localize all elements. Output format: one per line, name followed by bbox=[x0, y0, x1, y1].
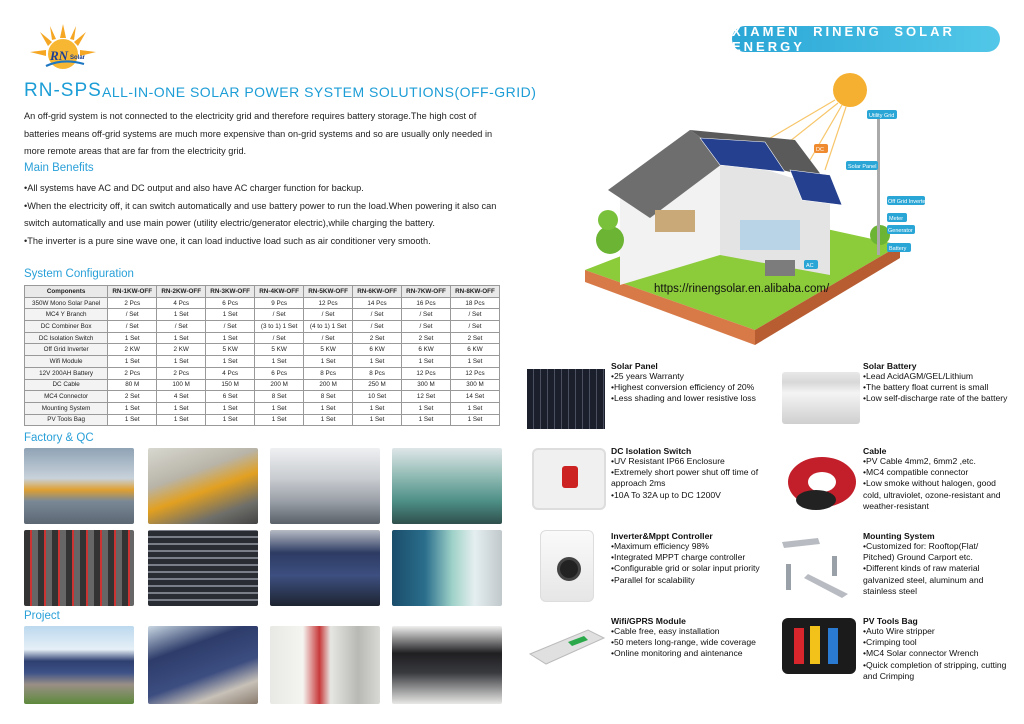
table-cell: 8 Set bbox=[304, 391, 353, 403]
table-cell: 4 Set bbox=[157, 391, 206, 403]
product-feature: • UV Resistant IP66 Enclosure bbox=[611, 456, 761, 467]
table-cell: 2 Set bbox=[353, 332, 402, 344]
table-cell: 1 Set bbox=[206, 414, 255, 426]
table-cell: (4 to 1) 1 Set bbox=[304, 321, 353, 333]
project-photo bbox=[270, 626, 380, 704]
website-url[interactable]: https://rinengsolar.en.alibaba.com/ bbox=[654, 283, 830, 295]
factory-photo bbox=[148, 448, 258, 524]
benefit-item: •The inverter is a pure sine wave one, it can load inductive load such as air conditioner very smooth. bbox=[24, 235, 431, 246]
table-cell: 1 Set bbox=[206, 402, 255, 414]
logo-subtext: Solar bbox=[70, 55, 86, 61]
product-title: Solar Panel bbox=[611, 361, 658, 371]
config-table bbox=[24, 285, 500, 426]
label-utility-grid: Utility Grid bbox=[869, 113, 895, 119]
table-cell: 80 M bbox=[108, 379, 157, 391]
table-cell: / Set bbox=[255, 332, 304, 344]
table-cell: 2 KW bbox=[108, 344, 157, 356]
table-cell: 5 KW bbox=[255, 344, 304, 356]
product-wifi-module bbox=[611, 616, 771, 660]
product-feature: • 50 meters long-range, wide coverage bbox=[611, 637, 771, 648]
table-row bbox=[25, 414, 500, 426]
table-cell: / Set bbox=[451, 309, 500, 321]
factory-photo bbox=[270, 448, 380, 524]
product-solar-battery bbox=[863, 361, 1008, 405]
product-feature: • Lead AcidAGM/GEL/Lithium bbox=[863, 371, 1008, 382]
table-cell: 350W Mono Solar Panel bbox=[25, 297, 108, 309]
dc-switch-image bbox=[532, 448, 606, 510]
label-generator: Generator bbox=[888, 228, 913, 234]
product-title: Wifi/GPRS Module bbox=[611, 616, 686, 626]
tools-bag-image bbox=[780, 612, 858, 676]
table-header-cell: RN-7KW-OFF bbox=[402, 286, 451, 298]
table-cell: 2 Pcs bbox=[108, 297, 157, 309]
table-cell: 6 Pcs bbox=[206, 297, 255, 309]
project-heading: Project bbox=[24, 610, 60, 622]
table-cell: 1 Set bbox=[353, 414, 402, 426]
product-feature: • MC4 compatible connector bbox=[863, 467, 1008, 478]
table-cell: 14 Set bbox=[451, 391, 500, 403]
table-row bbox=[25, 309, 500, 321]
product-pv-tools-bag bbox=[863, 616, 1008, 682]
table-header-cell: Components bbox=[25, 286, 108, 298]
table-row bbox=[25, 367, 500, 379]
product-code: RN-SPS bbox=[24, 80, 102, 101]
table-cell: 12V 200AH Battery bbox=[25, 367, 108, 379]
product-feature: • The battery float current is small bbox=[863, 382, 1008, 393]
table-cell: MC4 Connector bbox=[25, 391, 108, 403]
table-cell: 1 Set bbox=[255, 402, 304, 414]
table-cell: 2 Pcs bbox=[108, 367, 157, 379]
table-cell: / Set bbox=[402, 309, 451, 321]
benefits-heading: Main Benefits bbox=[24, 162, 94, 174]
product-feature: • Quick completion of stripping, cutting and Crimping bbox=[863, 660, 1008, 682]
table-cell: 1 Set bbox=[108, 414, 157, 426]
off-grid-system-diagram bbox=[580, 70, 925, 355]
table-cell: 1 Set bbox=[451, 402, 500, 414]
table-header-cell: RN-8KW-OFF bbox=[451, 286, 500, 298]
table-cell: 2 Set bbox=[108, 391, 157, 403]
table-cell: 250 M bbox=[353, 379, 402, 391]
table-cell: / Set bbox=[157, 321, 206, 333]
table-cell: 1 Set bbox=[108, 332, 157, 344]
table-row bbox=[25, 332, 500, 344]
table-cell: DC Isolation Switch bbox=[25, 332, 108, 344]
table-cell: 300 M bbox=[402, 379, 451, 391]
table-cell: 1 Set bbox=[255, 356, 304, 368]
cable-image bbox=[782, 452, 860, 512]
table-cell: 8 Pcs bbox=[304, 367, 353, 379]
product-cable bbox=[863, 446, 1008, 512]
table-row bbox=[25, 344, 500, 356]
table-cell: 2 Set bbox=[451, 332, 500, 344]
product-title: Inverter&Mppt Controller bbox=[611, 531, 713, 541]
table-cell: / Set bbox=[402, 321, 451, 333]
table-cell: 16 Pcs bbox=[402, 297, 451, 309]
mounting-system-image bbox=[778, 534, 856, 606]
table-cell: 1 Set bbox=[206, 332, 255, 344]
table-row bbox=[25, 379, 500, 391]
table-cell: 1 Set bbox=[108, 356, 157, 368]
product-title: Solar Battery bbox=[863, 361, 917, 371]
product-feature: • Less shading and lower resistive loss bbox=[611, 393, 761, 404]
table-cell: (3 to 1) 1 Set bbox=[255, 321, 304, 333]
table-cell: / Set bbox=[353, 321, 402, 333]
factory-photo bbox=[24, 448, 134, 524]
product-feature: • MC4 Solar connector Wrench bbox=[863, 648, 1008, 659]
table-header-cell: RN-3KW-OFF bbox=[206, 286, 255, 298]
intro-paragraph: An off-grid system is not connected to the electricity grid and therefore requires battery storage.The high cost of batteries means off-grid systems are much more expensive than on-grid systems and so are usually only needed in more remote areas that are far from the electricity grid. bbox=[24, 111, 493, 156]
table-header-cell: RN-4KW-OFF bbox=[255, 286, 304, 298]
label-off-grid-inverter: Off Grid Inverter bbox=[888, 199, 925, 205]
table-cell: 1 Set bbox=[157, 402, 206, 414]
table-cell: 1 Set bbox=[157, 414, 206, 426]
product-mounting-system bbox=[863, 531, 1008, 597]
table-cell: 1 Set bbox=[255, 414, 304, 426]
wifi-module-image bbox=[528, 612, 606, 672]
table-cell: 1 Set bbox=[353, 402, 402, 414]
benefit-item: •When the electricity off, it can switch automatically and use battery power to run the load.When powering it also can switch automatically and use main power (utility electric/generator electric),while charging the battery. bbox=[24, 200, 497, 228]
table-cell: 8 Set bbox=[255, 391, 304, 403]
table-cell: 1 Set bbox=[304, 402, 353, 414]
factory-photo bbox=[24, 530, 134, 606]
product-feature: • Low smoke without halogen, good cold, ultraviolet, ozone-resistant and weather-resistant bbox=[863, 478, 1008, 512]
factory-photo bbox=[392, 448, 502, 524]
table-cell: 6 KW bbox=[402, 344, 451, 356]
battery-image bbox=[782, 372, 860, 424]
table-row bbox=[25, 402, 500, 414]
table-cell: 6 Pcs bbox=[255, 367, 304, 379]
table-cell: 12 Pcs bbox=[304, 297, 353, 309]
product-feature: • Highest conversion efficiency of 20% bbox=[611, 382, 761, 393]
table-cell: DC Cable bbox=[25, 379, 108, 391]
table-cell: 2 Set bbox=[402, 332, 451, 344]
table-cell: 10 Set bbox=[353, 391, 402, 403]
product-feature: • 10A To 32A up to DC 1200V bbox=[611, 490, 761, 501]
table-header-row bbox=[25, 286, 500, 298]
table-cell: / Set bbox=[304, 332, 353, 344]
label-meter: Meter bbox=[889, 216, 904, 222]
table-cell: 1 Set bbox=[206, 356, 255, 368]
label-solar-panel: Solar Panel bbox=[848, 164, 877, 170]
product-feature: • Crimping tool bbox=[863, 637, 1008, 648]
table-cell: PV Tools Bag bbox=[25, 414, 108, 426]
table-cell: 5 KW bbox=[304, 344, 353, 356]
table-cell: MC4 Y Branch bbox=[25, 309, 108, 321]
product-title: PV Tools Bag bbox=[863, 616, 918, 626]
table-cell: 1 Set bbox=[402, 414, 451, 426]
product-feature: • Extremely short power shut off time of approach 2ms bbox=[611, 467, 761, 489]
project-photo bbox=[148, 626, 258, 704]
table-cell: 1 Set bbox=[304, 356, 353, 368]
table-cell: 6 KW bbox=[451, 344, 500, 356]
product-title: Cable bbox=[863, 446, 887, 456]
config-heading: System Configuration bbox=[24, 268, 134, 280]
benefit-item: •All systems have AC and DC output and also have AC charger function for backup. bbox=[24, 183, 364, 193]
label-battery: Battery bbox=[889, 246, 907, 252]
company-banner: XIAMEN RINENG SOLAR ENERGY bbox=[732, 26, 1000, 52]
table-cell: Mounting System bbox=[25, 402, 108, 414]
table-cell: 1 Set bbox=[108, 402, 157, 414]
product-feature: • PV Cable 4mm2, 6mm2 ,etc. bbox=[863, 456, 1008, 467]
table-row bbox=[25, 321, 500, 333]
product-feature: • Cable free, easy installation bbox=[611, 626, 771, 637]
product-title: DC Isolation Switch bbox=[611, 446, 692, 456]
table-cell: 1 Set bbox=[402, 402, 451, 414]
table-cell: 1 Set bbox=[451, 356, 500, 368]
product-title: Mounting System bbox=[863, 531, 935, 541]
product-feature: • Configurable grid or solar input priority bbox=[611, 563, 771, 574]
project-photo bbox=[392, 626, 502, 704]
table-cell: 12 Set bbox=[402, 391, 451, 403]
product-inverter bbox=[611, 531, 771, 586]
product-feature: • Parallel for scalability bbox=[611, 575, 771, 586]
table-cell: / Set bbox=[304, 309, 353, 321]
table-cell: / Set bbox=[451, 321, 500, 333]
product-feature: • Low self-discharge rate of the battery bbox=[863, 393, 1008, 404]
table-cell: 18 Pcs bbox=[451, 297, 500, 309]
table-cell: 6 Set bbox=[206, 391, 255, 403]
table-cell: 1 Set bbox=[157, 332, 206, 344]
table-cell: 300 M bbox=[451, 379, 500, 391]
table-cell: DC Combiner Box bbox=[25, 321, 108, 333]
table-cell: 4 Pcs bbox=[206, 367, 255, 379]
table-header-cell: RN-6KW-OFF bbox=[353, 286, 402, 298]
table-cell: / Set bbox=[255, 309, 304, 321]
table-cell: 5 KW bbox=[206, 344, 255, 356]
table-cell: / Set bbox=[206, 321, 255, 333]
product-feature: • Online monitoring and aintenance bbox=[611, 648, 771, 659]
project-photo bbox=[24, 626, 134, 704]
factory-photo bbox=[270, 530, 380, 606]
table-cell: 6 KW bbox=[353, 344, 402, 356]
table-cell: 1 Set bbox=[304, 414, 353, 426]
table-row bbox=[25, 391, 500, 403]
product-feature: • Different kinds of raw material galvanized steel, aluminum and stainless steel bbox=[863, 563, 1008, 597]
table-cell: 8 Pcs bbox=[353, 367, 402, 379]
product-feature: • 25 years Warranty bbox=[611, 371, 761, 382]
label-dc: DC bbox=[816, 147, 824, 153]
table-cell: / Set bbox=[353, 309, 402, 321]
table-cell: 1 Set bbox=[451, 414, 500, 426]
product-feature: • Maximum efficiency 98% bbox=[611, 541, 771, 552]
product-feature: • Customized for: Rooftop(Flat/ Pitched) Ground Carport etc. bbox=[863, 541, 1008, 563]
table-cell: 100 M bbox=[157, 379, 206, 391]
table-cell: Wifi Module bbox=[25, 356, 108, 368]
product-feature: • Auto Wire stripper bbox=[863, 626, 1008, 637]
inverter-image bbox=[540, 530, 594, 602]
table-row bbox=[25, 297, 500, 309]
table-row bbox=[25, 356, 500, 368]
table-header-cell: RN-5KW-OFF bbox=[304, 286, 353, 298]
table-cell: 9 Pcs bbox=[255, 297, 304, 309]
table-cell: / Set bbox=[108, 321, 157, 333]
table-cell: / Set bbox=[108, 309, 157, 321]
table-cell: 150 M bbox=[206, 379, 255, 391]
table-header-cell: RN-2KW-OFF bbox=[157, 286, 206, 298]
logo-text: RN bbox=[50, 48, 69, 63]
table-cell: 1 Set bbox=[157, 309, 206, 321]
table-cell: 1 Set bbox=[157, 356, 206, 368]
table-cell: 1 Set bbox=[206, 309, 255, 321]
factory-photo bbox=[148, 530, 258, 606]
table-header-cell: RN-1KW-OFF bbox=[108, 286, 157, 298]
table-cell: 2 Pcs bbox=[157, 367, 206, 379]
product-dc-isolation-switch bbox=[611, 446, 761, 501]
table-cell: Off Grid Inverter bbox=[25, 344, 108, 356]
table-cell: 1 Set bbox=[353, 356, 402, 368]
table-cell: 2 KW bbox=[157, 344, 206, 356]
factory-heading: Factory & QC bbox=[24, 432, 94, 444]
table-cell: 200 M bbox=[304, 379, 353, 391]
solar-panel-image bbox=[527, 369, 605, 429]
table-cell: 12 Pcs bbox=[451, 367, 500, 379]
label-ac: AC bbox=[806, 263, 814, 269]
benefits-list bbox=[24, 180, 502, 250]
table-cell: 12 Pcs bbox=[402, 367, 451, 379]
table-cell: 1 Set bbox=[402, 356, 451, 368]
factory-photo bbox=[392, 530, 502, 606]
product-feature: • Integrated MPPT charge controller bbox=[611, 552, 771, 563]
table-cell: 4 Pcs bbox=[157, 297, 206, 309]
product-solar-panel bbox=[611, 361, 761, 405]
page-title: ALL-IN-ONE SOLAR POWER SYSTEM SOLUTIONS(OFF-GRID) bbox=[102, 84, 537, 100]
table-cell: 200 M bbox=[255, 379, 304, 391]
table-cell: 14 Pcs bbox=[353, 297, 402, 309]
